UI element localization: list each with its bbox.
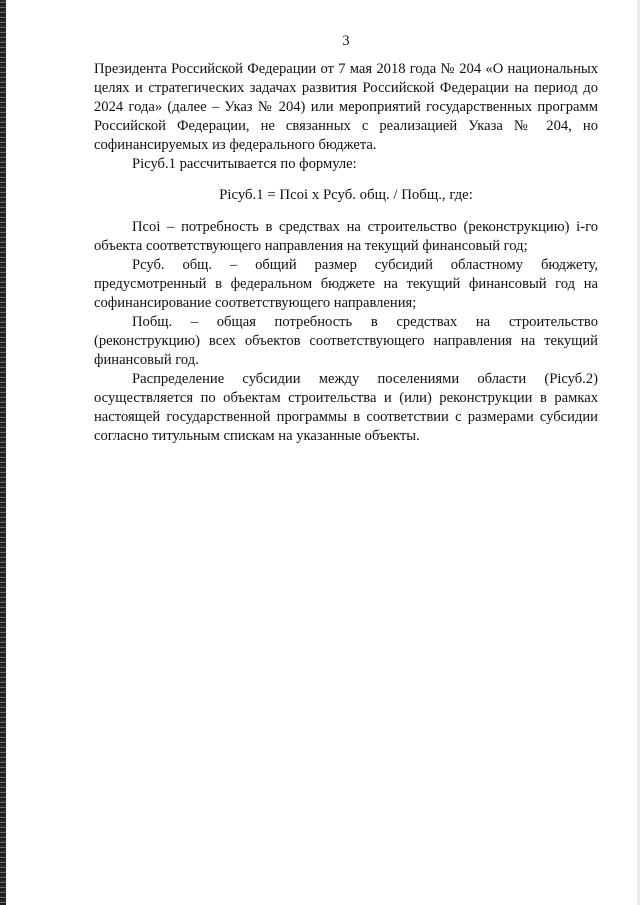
paragraph-definition-pcoi: Пcoi – потребность в средствах на строительство (реконструкцию) i-го объекта соответствующего направления на текущий финансовый год; — [94, 219, 598, 254]
document-body — [94, 60, 598, 446]
paragraph-definition-rsub: Рсуб. общ. – общий размер субсидий областному бюджету, предусмотренный в федеральном бюджете на текущий финансовый год на софинансирование соответствующего направления; — [94, 257, 598, 311]
scan-border-left — [0, 0, 6, 905]
paragraph-distribution: Распределение субсидии между поселениями области (Pісуб.2) осуществляется по объектам строительства и (или) реконструкции в рамках настоящей государственной программы в соответствии с размерами субсидии согласно титульным спискам на указанные объекты. — [94, 371, 598, 444]
paragraph-decree-continuation: Президента Российской Федерации от 7 мая 2018 года № 204 «О национальных целях и стратегических задачах развития Российской Федерации на период до 2024 года» (далее – Указ № 204) или мероприятий государственных программ Российской Федерации, не связанных с реализацией Указа № 204, но софинансируемых из федерального бюджета. — [94, 61, 598, 153]
page-number: 3 — [342, 33, 350, 49]
paragraph-formula-intro: Pісуб.1 рассчитывается по формуле: — [132, 156, 357, 172]
paragraph-definition-pobsch: Побщ. – общая потребность в средствах на строительство (реконструкцию) всех объектов соответствующего направления на текущий финансовый год. — [94, 314, 598, 368]
formula: Pісуб.1 = Пcoi x Pсуб. общ. / Побщ., где: — [219, 187, 473, 203]
